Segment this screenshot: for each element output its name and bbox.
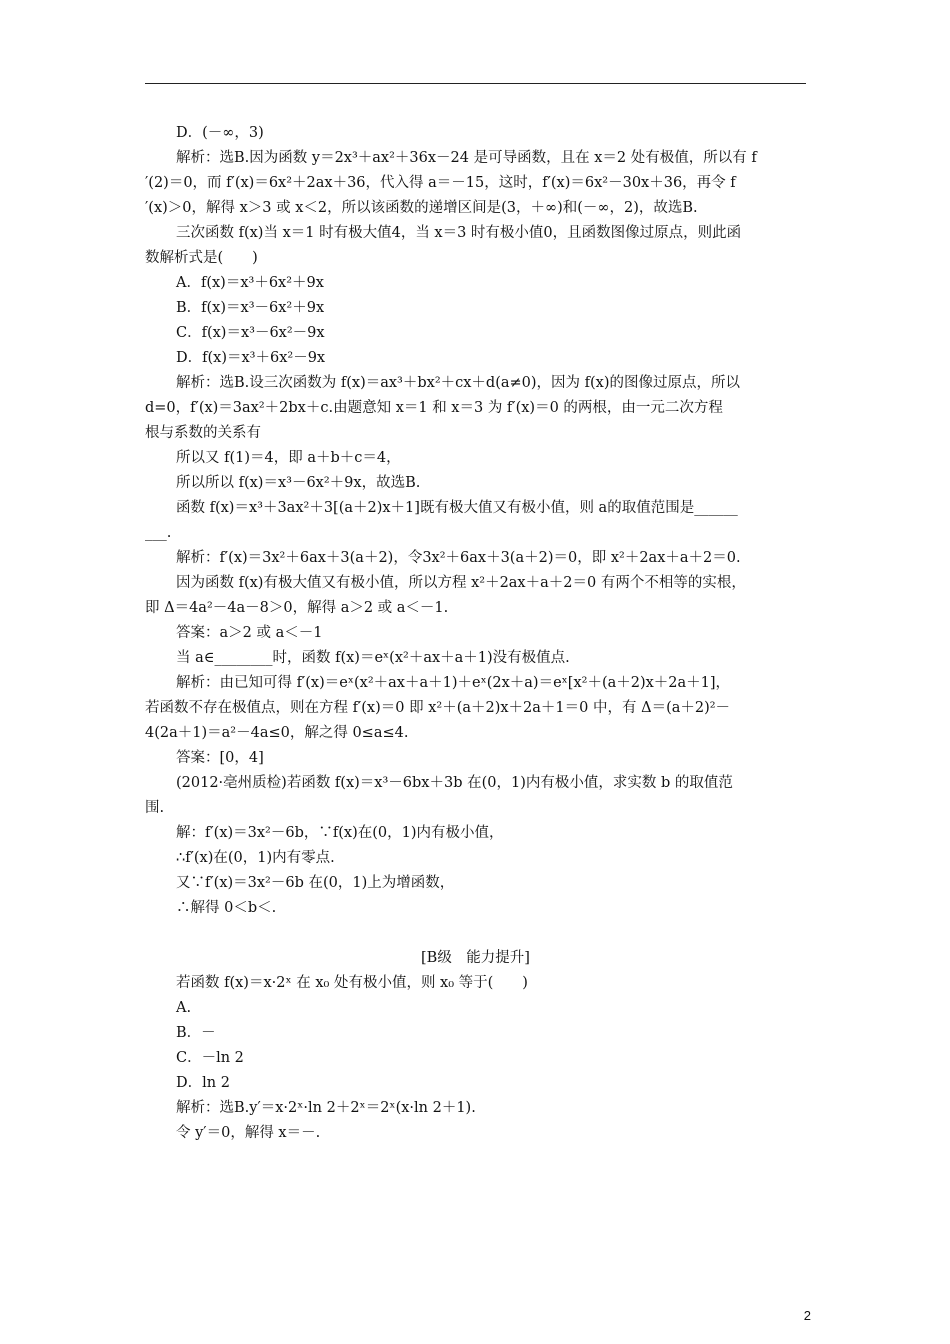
text-line: D．(－∞，3)	[176, 125, 264, 141]
text-line: A.	[176, 1000, 192, 1016]
text-line: ′(2)＝0，而 f′(x)＝6x²＋2ax＋36，代入得 a＝－15，这时，f′(x)＝6x²－30x＋36，再令 f	[145, 175, 736, 191]
text-line: 围.	[145, 800, 165, 816]
text-line: 解：f′(x)＝3x²－6b，∵f(x)在(0，1)内有极小值，	[176, 825, 504, 841]
section-gap	[145, 921, 806, 946]
text-line: A．f(x)＝x³＋6x²＋9x	[176, 275, 324, 291]
text-line: D．f(x)＝x³＋6x²－9x	[176, 350, 326, 366]
text-line: (2012·亳州质检)若函数 f(x)＝x³－6bx＋3b 在(0，1)内有极小值，求实数 b 的取值范	[176, 775, 733, 791]
text-line: 解析：选B.因为函数 y＝2x³＋ax²＋36x－24 是可导函数，且在 x＝2 处有极值，所以有 f	[176, 150, 757, 166]
text-line: B．f(x)＝x³－6x²＋9x	[176, 300, 325, 316]
page-content	[145, 121, 806, 1146]
text-line: 因为函数 f(x)有极大值又有极小值，所以方程 x²＋2ax＋a＋2＝0 有两个不相等的实根，	[176, 575, 746, 591]
text-line: 函数 f(x)＝x³＋3ax²＋3[(a＋2)x＋1]既有极大值又有极小值，则 a的取值范围是______	[176, 500, 738, 516]
text-line: 解析：由已知可得 f′(x)＝eˣ(x²＋ax＋a＋1)＋eˣ(2x＋a)＝eˣ[x²＋(a＋2)x＋2a＋1]，	[176, 675, 731, 691]
solution-block-b	[145, 971, 806, 1146]
text-line: ∴f′(x)在(0，1)内有零点.	[176, 850, 335, 866]
text-line: 即 Δ＝4a²－4a－8＞0，解得 a＞2 或 a＜－1.	[145, 600, 449, 616]
section-title: [B级 能力提升]	[421, 950, 530, 966]
text-line: 数解析式是( )	[145, 250, 258, 266]
header-rule	[145, 83, 806, 84]
text-line: 答案：[0，4]	[176, 750, 264, 766]
text-line: 若函数 f(x)＝x·2ˣ 在 x₀ 处有极小值，则 x₀ 等于( )	[176, 975, 528, 991]
text-line: 若函数不存在极值点，则在方程 f′(x)＝0 即 x²＋(a＋2)x＋2a＋1＝0 中，有 Δ＝(a＋2)²－	[145, 700, 731, 716]
text-line: ′(x)＞0，解得 x＞3 或 x＜2，所以该函数的递增区间是(3，＋∞)和(－∞，2)，故选B.	[145, 200, 698, 216]
text-line: C．f(x)＝x³－6x²－9x	[176, 325, 325, 341]
text-line: B．－	[176, 1025, 216, 1041]
text-line: D．ln 2	[176, 1075, 230, 1091]
text-line: 解析：f′(x)＝3x²＋6ax＋3(a＋2)，令3x²＋6ax＋3(a＋2)＝0，即 x²＋2ax＋a＋2＝0.	[176, 550, 741, 566]
text-line: 解析：选B.y′＝x·2ˣ·ln 2＋2ˣ＝2ˣ(x·ln 2＋1).	[176, 1100, 476, 1116]
text-line: 所以又 f(1)＝4，即 a＋b＋c＝4，	[176, 450, 401, 466]
text-line: ∴解得 0＜b＜.	[176, 900, 277, 916]
text-line: d=0，f′(x)＝3ax²＋2bx＋c.由题意知 x＝1 和 x＝3 为 f′(x)＝0 的两根，由一元二次方程	[145, 400, 723, 416]
text-line: 所以所以 f(x)＝x³－6x²＋9x，故选B.	[176, 475, 421, 491]
text-line: 根与系数的关系有	[145, 425, 261, 441]
text-line: 三次函数 f(x)当 x＝1 时有极大值4，当 x＝3 时有极小值0，且函数图像过原点，则此函	[176, 225, 742, 241]
page-number: 2	[803, 1308, 811, 1323]
text-line: ___.	[145, 525, 172, 541]
text-line: 又∵f′(x)＝3x²－6b 在(0，1)上为增函数，	[176, 875, 455, 891]
text-line: 令 y′＝0，解得 x＝－.	[176, 1125, 321, 1141]
text-line: C．－ln 2	[176, 1050, 244, 1066]
text-line: 答案：a＞2 或 a＜－1	[176, 625, 323, 641]
text-line: 4(2a＋1)＝a²－4a≤0，解之得 0≤a≤4.	[145, 725, 409, 741]
solution-block-a	[145, 121, 806, 921]
text-line: 当 a∈________时，函数 f(x)＝eˣ(x²＋ax＋a＋1)没有极值点.	[176, 650, 570, 666]
text-line: 解析：选B.设三次函数为 f(x)＝ax³＋bx²＋cx＋d(a≠0)，因为 f(x)的图像过原点，所以	[176, 375, 741, 391]
